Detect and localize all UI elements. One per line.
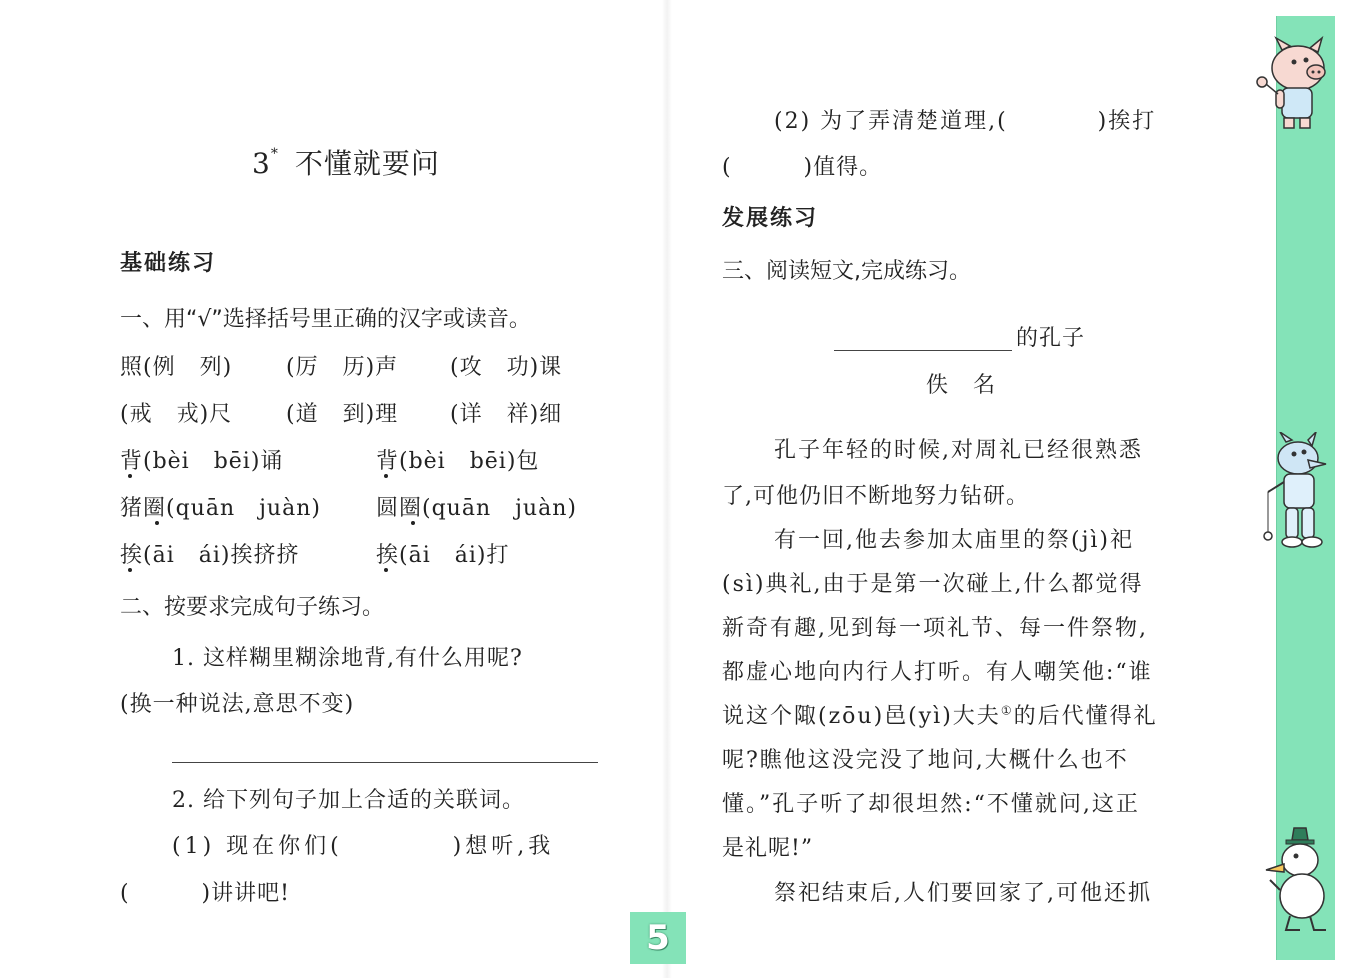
conjunction-item-1a[interactable]: (1) 现在你们( )想听,我: [172, 834, 555, 859]
answer-line[interactable]: [172, 762, 598, 763]
question-1: 一、用“√”选择括号里正确的汉字或读音。: [120, 307, 531, 332]
question-3: 三、阅读短文,完成练习。: [722, 259, 971, 284]
passage-line: 有一回,他去参加太庙里的祭(jì)祀: [774, 528, 1135, 553]
sentence-item-1: 1. 这样糊里糊涂地背,有什么用呢?: [172, 646, 523, 671]
passage-line: 孔子年轻的时候,对周礼已经很熟悉: [774, 438, 1143, 463]
pinyin-choice-item[interactable]: 背(bèi bēi)诵: [120, 449, 284, 474]
emphasis-dot: [384, 474, 388, 478]
passage-author: 佚 名: [926, 373, 996, 398]
passage-line: 懂。”孔子听了却很坦然:“不懂就问,这正: [722, 792, 1140, 817]
section-heading-basic: 基础练习: [120, 251, 217, 276]
passage-line: 是礼呢!”: [722, 836, 814, 861]
passage-title: 的孔子: [1016, 326, 1086, 351]
choice-item[interactable]: 照(例 列): [120, 355, 233, 380]
passage-line: 新奇有趣,见到每一项礼节、每一件祭物,: [722, 616, 1148, 641]
conjunction-item-2b[interactable]: ( )值得。: [722, 155, 883, 180]
section-heading-develop: 发展练习: [722, 206, 819, 231]
page-number: 5: [630, 912, 686, 964]
pinyin-choice-item[interactable]: 猪圈(quān juàn): [120, 496, 321, 521]
passage-line: 呢?瞧他这没完没了地问,大概什么也不: [722, 748, 1129, 773]
passage-line: (sì)典礼,由于是第一次碰上,什么都觉得: [722, 572, 1144, 597]
pig-mascot-icon: [1246, 36, 1340, 132]
choice-item[interactable]: (戒 戎)尺: [120, 402, 233, 427]
passage-line: 都虚心地向内行人打听。有人嘲笑他:“谁: [722, 660, 1153, 685]
fox-yoyo-mascot-icon: [1250, 432, 1340, 552]
book-gutter: [662, 0, 672, 978]
question-2: 二、按要求完成句子练习。: [120, 595, 385, 620]
pinyin-choice-item[interactable]: 挨(āi ái)打: [376, 543, 510, 568]
conjunction-item-1b[interactable]: ( )讲讲吧!: [120, 881, 290, 906]
sentence-item-2: 2. 给下列句子加上合适的关联词。: [172, 788, 525, 813]
emphasis-dot: [411, 521, 415, 525]
choice-item[interactable]: (详 祥)细: [450, 402, 563, 427]
footnote-marker[interactable]: ①: [1000, 703, 1014, 718]
passage-line: 说这个陬(zōu)邑(yì)大夫①的后代懂得礼: [722, 703, 1158, 729]
emphasis-dot: [128, 568, 132, 572]
choice-item[interactable]: (攻 功)课: [450, 355, 563, 380]
pinyin-choice-item[interactable]: 背(bèi bēi)包: [376, 449, 540, 474]
choice-item[interactable]: (厉 历)声: [286, 355, 399, 380]
sentence-item-1-instruction: (换一种说法,意思不变): [120, 692, 355, 717]
title-blank-line[interactable]: [834, 350, 1012, 351]
pinyin-choice-item[interactable]: 挨(āi ái)挨挤挤: [120, 543, 300, 568]
emphasis-dot: [384, 568, 388, 572]
emphasis-dot: [128, 474, 132, 478]
pinyin-choice-item[interactable]: 圆圈(quān juàn): [376, 496, 577, 521]
passage-line: 祭祀结束后,人们要回家了,可他还抓: [774, 881, 1152, 906]
conjunction-item-2a[interactable]: (2) 为了弄清楚道理,( )挨打: [774, 109, 1157, 134]
emphasis-dot: [155, 521, 159, 525]
duck-mascot-icon: [1250, 826, 1340, 936]
choice-item[interactable]: (道 到)理: [286, 402, 399, 427]
lesson-title: 3* 不懂就要问: [252, 146, 440, 180]
passage-line: 了,可他仍旧不断地努力钻研。: [722, 484, 1029, 509]
